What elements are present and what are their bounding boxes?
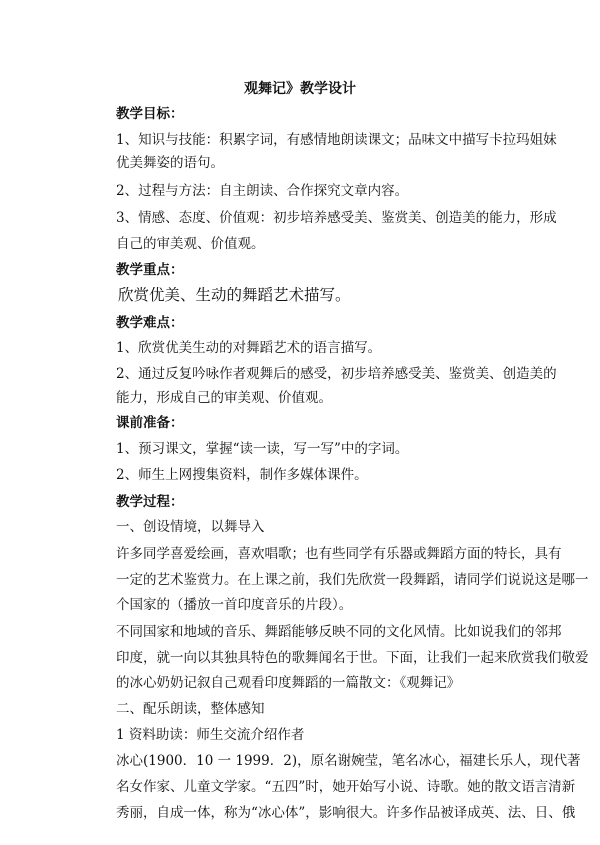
objective-3-line-2: 自己的审美观、价值观。 bbox=[116, 236, 265, 252]
key-points-heading: 教学重点： bbox=[116, 262, 184, 278]
paragraph-3-line-2: 名女作家、儿童文学家。“五四”时，她开始写小说、诗歌。她的散文语言清新 bbox=[116, 779, 576, 795]
difficulty-2-line-2: 能力，形成自己的审美观、价值观。 bbox=[116, 390, 332, 406]
difficulties-heading: 教学难点： bbox=[116, 315, 184, 331]
paragraph-3-line-1: 冰心(1900．10 一 1999．2)，原名谢婉莹，笔名冰心，福建长乐人，现代著 bbox=[116, 753, 581, 769]
preparation-heading: 课前准备： bbox=[116, 415, 184, 431]
objective-3-line-1: 3、情感、态度、价值观：初步培养感受美、鉴赏美、创造美的能力，形成 bbox=[116, 210, 557, 226]
difficulty-2-line-1: 2、通过反复吟咏作者观舞后的感受，初步培养感受美、鉴赏美、创造美的 bbox=[116, 366, 557, 382]
objective-1-line-2: 优美舞姿的语句。 bbox=[116, 155, 224, 171]
objective-1-line-1: 1、知识与技能：积累字词，有感情地朗读课文；品味文中描写卡拉玛姐妹 bbox=[116, 132, 557, 148]
key-points-text: 欣赏优美、生动的舞蹈艺术描写。 bbox=[118, 286, 351, 304]
paragraph-1-line-3: 个国家的（播放一首印度音乐的片段）。 bbox=[116, 597, 353, 613]
paragraph-2-line-2: 印度，就一向以其独具特色的歌舞闻名于世。下面，让我们一起来欣赏我们敬爱 bbox=[116, 650, 589, 666]
paragraph-1-line-1: 许多同学喜爱绘画，喜欢唱歌；也有些同学有乐器或舞蹈方面的特长，具有 bbox=[116, 546, 562, 562]
objectives-heading: 教学目标： bbox=[116, 106, 184, 122]
process-step-1: 一、创设情境，以舞导入 bbox=[116, 519, 265, 535]
process-heading: 教学过程： bbox=[116, 494, 184, 510]
paragraph-3-line-3: 秀丽，自成一体，称为“冰心体”，影响很大。许多作品被译成英、法、日、俄 bbox=[116, 805, 576, 821]
paragraph-1-line-2: 一定的艺术鉴赏力。在上课之前，我们先欣赏一段舞蹈，请同学们说说这是哪一 bbox=[116, 572, 589, 588]
process-step-2: 二、配乐朗读，整体感知 bbox=[116, 701, 265, 717]
document-title: 观舞记》教学设计 bbox=[244, 81, 356, 97]
paragraph-2-line-1: 不同国家和地域的音乐、舞蹈能够反映不同的文化风情。比如说我们的邻邦 bbox=[116, 624, 562, 640]
preparation-2: 2、师生上网搜集资料，制作多媒体课件。 bbox=[116, 467, 368, 483]
objective-2: 2、过程与方法：自主朗读、合作探究文章内容。 bbox=[116, 183, 409, 199]
paragraph-2-line-3: 的冰心奶奶记叙自己观看印度舞蹈的一篇散文：《观舞记》 bbox=[116, 675, 461, 691]
preparation-1: 1、预习课文，掌握“读一读，写一写”中的字词。 bbox=[116, 441, 409, 457]
difficulty-1: 1、欣赏优美生动的对舞蹈艺术的语言描写。 bbox=[116, 340, 382, 356]
process-sub-1: 1 资料助读：师生交流介绍作者 bbox=[116, 727, 305, 743]
